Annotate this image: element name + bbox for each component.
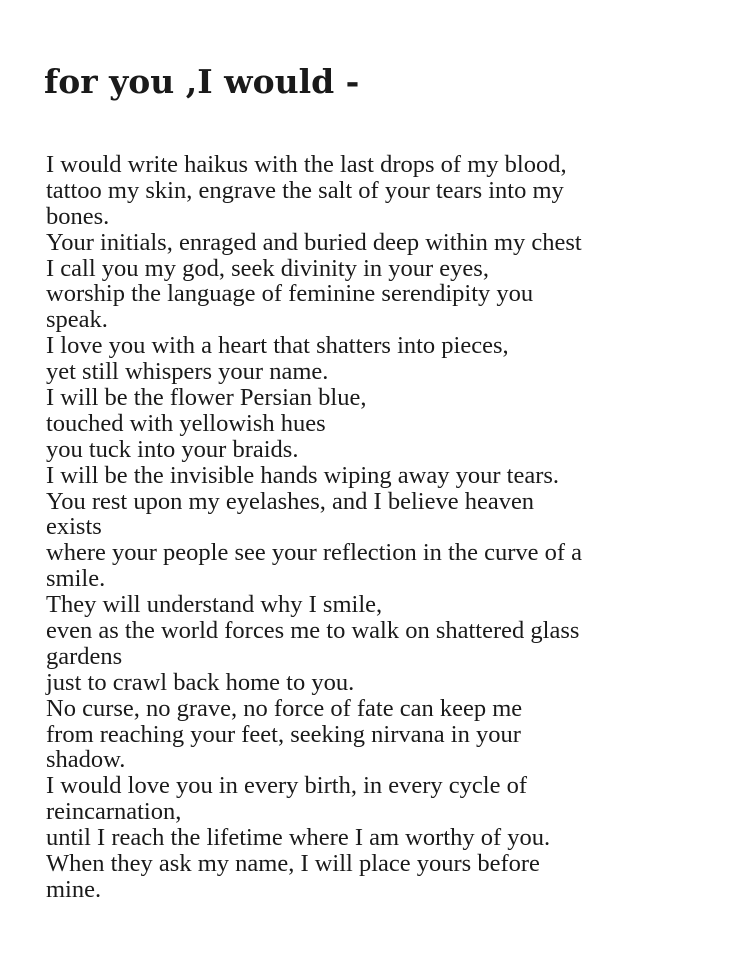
poem-line: smile.	[46, 565, 106, 593]
poem-line: bones.	[46, 202, 110, 230]
poem-line: I would write haikus with the last drops of my blood,	[46, 151, 567, 178]
poem-line: mine.	[46, 875, 102, 903]
poem-line: I call you my god, seek divinity in your eyes,	[46, 254, 489, 282]
poem-line: even as the world forces me to walk on shattered glass	[46, 617, 580, 645]
poem-line: No curse, no grave, no force of fate can keep me	[46, 694, 523, 722]
poem-line: I will be the invisible hands wiping away your tears.	[46, 461, 560, 489]
poem-line: exists	[46, 513, 102, 541]
poem-line: from reaching your feet, seeking nirvana in your	[46, 720, 521, 748]
poem-line: worship the language of feminine serendipity you	[46, 280, 534, 308]
poem-line: touched with yellowish hues	[46, 409, 326, 437]
poem-line: They will understand why I smile,	[46, 591, 383, 619]
poem-line: tattoo my skin, engrave the salt of your tears into my	[46, 176, 564, 204]
poem-line: reincarnation,	[46, 798, 182, 826]
poem-line: until I reach the lifetime where I am worthy of you.	[46, 824, 551, 852]
poem-line: just to crawl back home to you.	[46, 668, 355, 696]
poem-line: shadow.	[46, 746, 126, 774]
poem-line: Your initials, enraged and buried deep within my chest	[46, 228, 582, 256]
poem-line: I love you with a heart that shatters into pieces,	[46, 332, 509, 360]
poem-line: You rest upon my eyelashes, and I believe heaven	[46, 487, 535, 515]
poem-title: for you ,I would -	[44, 62, 360, 101]
poem-line: speak.	[46, 306, 108, 334]
poem-line: where your people see your reflection in the curve of a	[46, 539, 583, 567]
poem-line: gardens	[46, 642, 123, 670]
poem-line: you tuck into your braids.	[46, 435, 299, 463]
poem-line: I would love you in every birth, in every cycle of	[46, 772, 528, 800]
poem-body	[46, 152, 726, 903]
poem-line: yet still whispers your name.	[46, 358, 329, 386]
poem-line: I will be the flower Persian blue,	[46, 384, 367, 412]
poem-line: When they ask my name, I will place yours before	[46, 850, 540, 878]
